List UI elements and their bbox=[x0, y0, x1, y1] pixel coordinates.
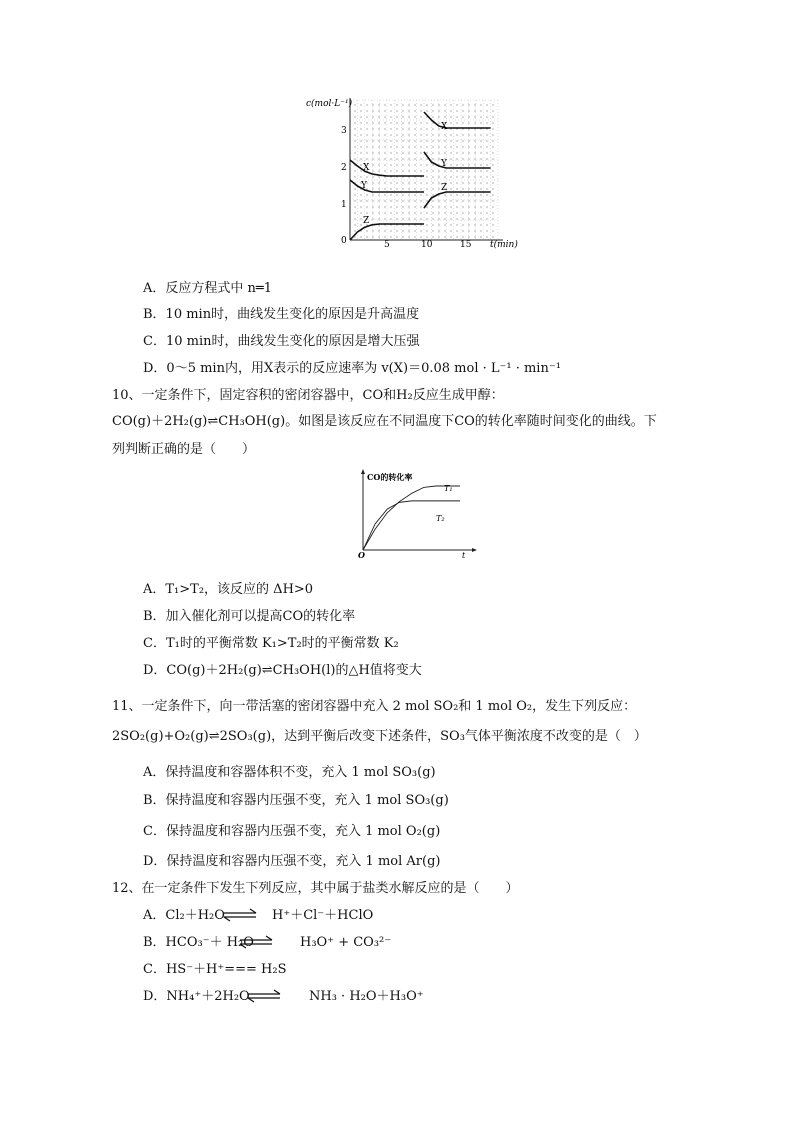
chart1-xtick-15: 15 bbox=[460, 240, 472, 250]
q10-option-b: B．加入催化剂可以提高CO的转化率 bbox=[143, 609, 356, 624]
equilibrium-arrow-icon bbox=[238, 935, 274, 949]
chart1-xtick-5: 5 bbox=[384, 240, 390, 250]
q10-stem-2: CO(g)＋2H₂(g)⇌CH₃OH(g)。如图是该反应在不同温度下CO的转化率随时间变化的曲线。下 bbox=[112, 414, 657, 429]
concentration-time-chart bbox=[300, 92, 525, 257]
curve-label-z2: Z bbox=[441, 183, 448, 193]
q11-option-c: C．保持温度和容器内压强不变，充入 1 mol O₂(g) bbox=[143, 824, 441, 839]
q11-stem-1: 11、一定条件下，向一带活塞的密闭容器中充入 2 mol SO₂和 1 mol O₂，发生下列反应： bbox=[112, 699, 637, 714]
q12-option-d-right: NH₃ · H₂O＋H₃O⁺ bbox=[309, 989, 424, 1004]
q10-stem-3: 列判断正确的是（ ） bbox=[112, 442, 256, 457]
q9-option-a: A．反应方程式中 n═1 bbox=[143, 281, 272, 296]
chart1-ytick-1: 1 bbox=[341, 200, 347, 210]
chart2-series-t1 bbox=[363, 486, 460, 550]
chart2-origin: O bbox=[358, 550, 365, 558]
chart1-ytick-2: 2 bbox=[341, 163, 347, 173]
q9-option-b: B．10 min时，曲线发生变化的原因是升高温度 bbox=[143, 307, 420, 322]
chart2-t2-label: T₂ bbox=[436, 514, 445, 523]
curve-label-y2: Y bbox=[441, 159, 447, 169]
q10-option-d: D．CO(g)＋2H₂(g)⇌CH₃OH(l)的△H值将变大 bbox=[143, 663, 422, 678]
curve-label-z1: Z bbox=[363, 216, 370, 226]
chart2-xlabel: t bbox=[462, 551, 466, 558]
q9-option-c: C．10 min时，曲线发生变化的原因是增大压强 bbox=[143, 334, 420, 349]
q11-stem-2: 2SO₂(g)+O₂(g)⇌2SO₃(g)，达到平衡后改变下述条件，SO₃气体平衡浓度不改变的是（ ） bbox=[112, 729, 647, 744]
q11-option-b: B．保持温度和容器内压强不变，充入 1 mol SO₃(g) bbox=[143, 793, 449, 808]
chart1-xlabel: t(min) bbox=[490, 240, 518, 250]
q12-option-a-left: A．Cl₂＋H₂O bbox=[143, 908, 225, 923]
co-conversion-chart bbox=[350, 466, 480, 558]
q12-option-b-right: H₃O⁺ + CO₃²⁻ bbox=[300, 935, 392, 950]
q12-option-a-right: H⁺＋Cl⁻＋HClO bbox=[272, 908, 374, 923]
q10-option-c: C．T₁时的平衡常数 K₁>T₂时的平衡常数 K₂ bbox=[143, 636, 399, 651]
curve-label-y1: Y bbox=[361, 181, 367, 191]
q12-option-c: C．HS⁻＋H⁺=== H₂S bbox=[143, 962, 287, 977]
chart2-title: CO的转化率 bbox=[367, 472, 413, 482]
q11-option-a: A．保持温度和容器体积不变，充入 1 mol SO₃(g) bbox=[143, 765, 436, 780]
curve-label-x1: X bbox=[363, 163, 370, 173]
chart1-ytick-3: 3 bbox=[341, 126, 347, 136]
chart1-xtick-10: 10 bbox=[421, 240, 433, 250]
q12-option-b-left: B．HCO₃⁻＋ H₂O bbox=[143, 935, 254, 950]
curve-label-x2: X bbox=[441, 122, 448, 132]
q10-stem-1: 10、一定条件下，固定容积的密闭容器中，CO和H₂反应生成甲醇： bbox=[112, 388, 504, 403]
q12-option-d-left: D．NH₄⁺＋2H₂O bbox=[143, 989, 250, 1004]
equilibrium-arrow-icon bbox=[222, 908, 258, 922]
q12-stem: 12、在一定条件下发生下列反应，其中属于盐类水解反应的是（ ） bbox=[112, 881, 519, 896]
chart1-ytick-0: 0 bbox=[341, 236, 347, 246]
chart1-ylabel: c(mol·L⁻¹) bbox=[306, 99, 353, 109]
equilibrium-arrow-icon bbox=[246, 989, 282, 1003]
q11-option-d: D．保持温度和容器内压强不变，充入 1 mol Ar(g) bbox=[143, 854, 441, 869]
q9-option-d: D．0～5 min内，用X表示的反应速率为 v(X)＝0.08 mol · L⁻¹ · min⁻¹ bbox=[143, 361, 561, 376]
q10-option-a: A．T₁>T₂，该反应的 ΔH>0 bbox=[143, 582, 314, 597]
chart2-t1-label: T₁ bbox=[444, 484, 453, 493]
